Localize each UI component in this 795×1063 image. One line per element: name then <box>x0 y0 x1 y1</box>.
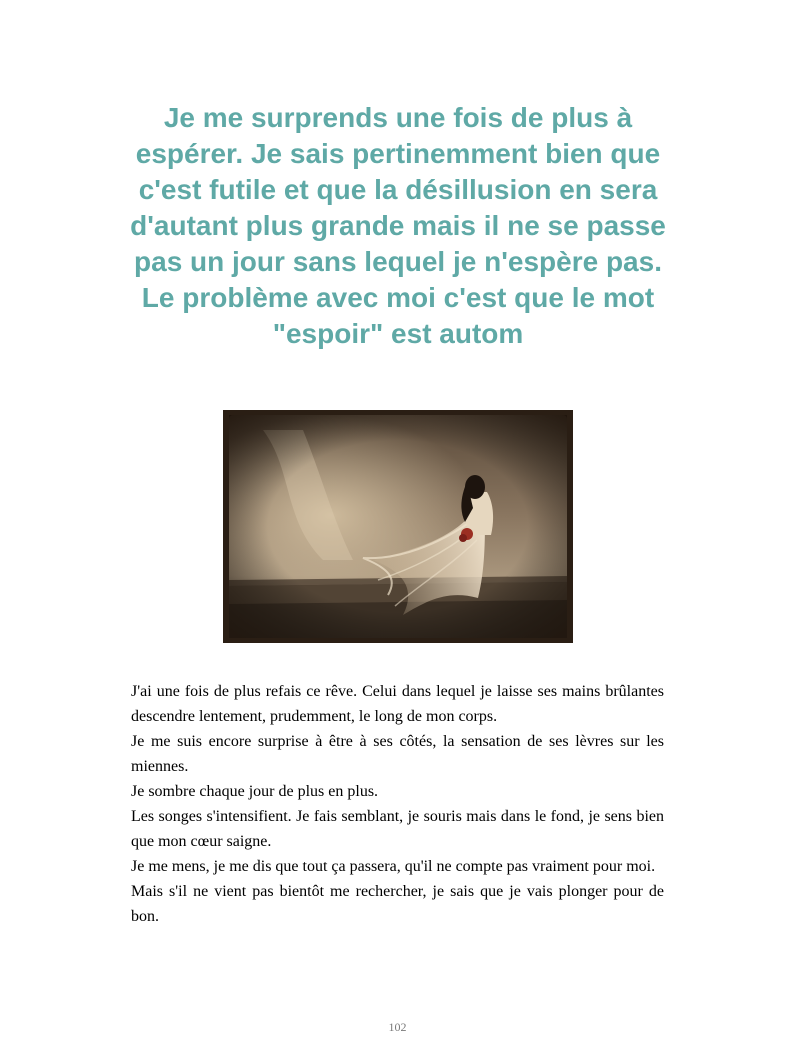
paragraph: Je me suis encore surprise à être à ses côtés, la sensation de ses lèvres sur les miennes. <box>131 733 664 775</box>
paragraph: Je me mens, je me dis que tout ça passera, qu'il ne compte pas vraiment pour moi. <box>131 858 656 875</box>
paragraph: Je sombre chaque jour de plus en plus. <box>131 783 379 800</box>
illustration-woman-in-wind <box>223 410 573 643</box>
paragraph: Les songes s'intensifient. Je fais semblant, je souris mais dans le fond, je sens bien que mon cœur saigne. <box>131 808 664 850</box>
paragraph: J'ai une fois de plus refais ce rêve. Celui dans lequel je laisse ses mains brûlantes descendre lentement, prudemment, le long de mon corps. <box>131 683 664 725</box>
paragraph: Mais s'il ne vient pas bientôt me rechercher, je sais que je vais plonger pour de bon. <box>131 883 664 925</box>
page-heading: Je me surprends une fois de plus à espérer. Je sais pertinemment bien que c'est futile et que la désillusion en sera d'autant plus grande mais il ne se passe pas un jour sans lequel je n'espère pas. Le problème avec moi c'est que le mot "espoir" est autom <box>130 102 666 349</box>
page-number: 102 <box>388 1020 407 1034</box>
body-text <box>131 679 664 929</box>
